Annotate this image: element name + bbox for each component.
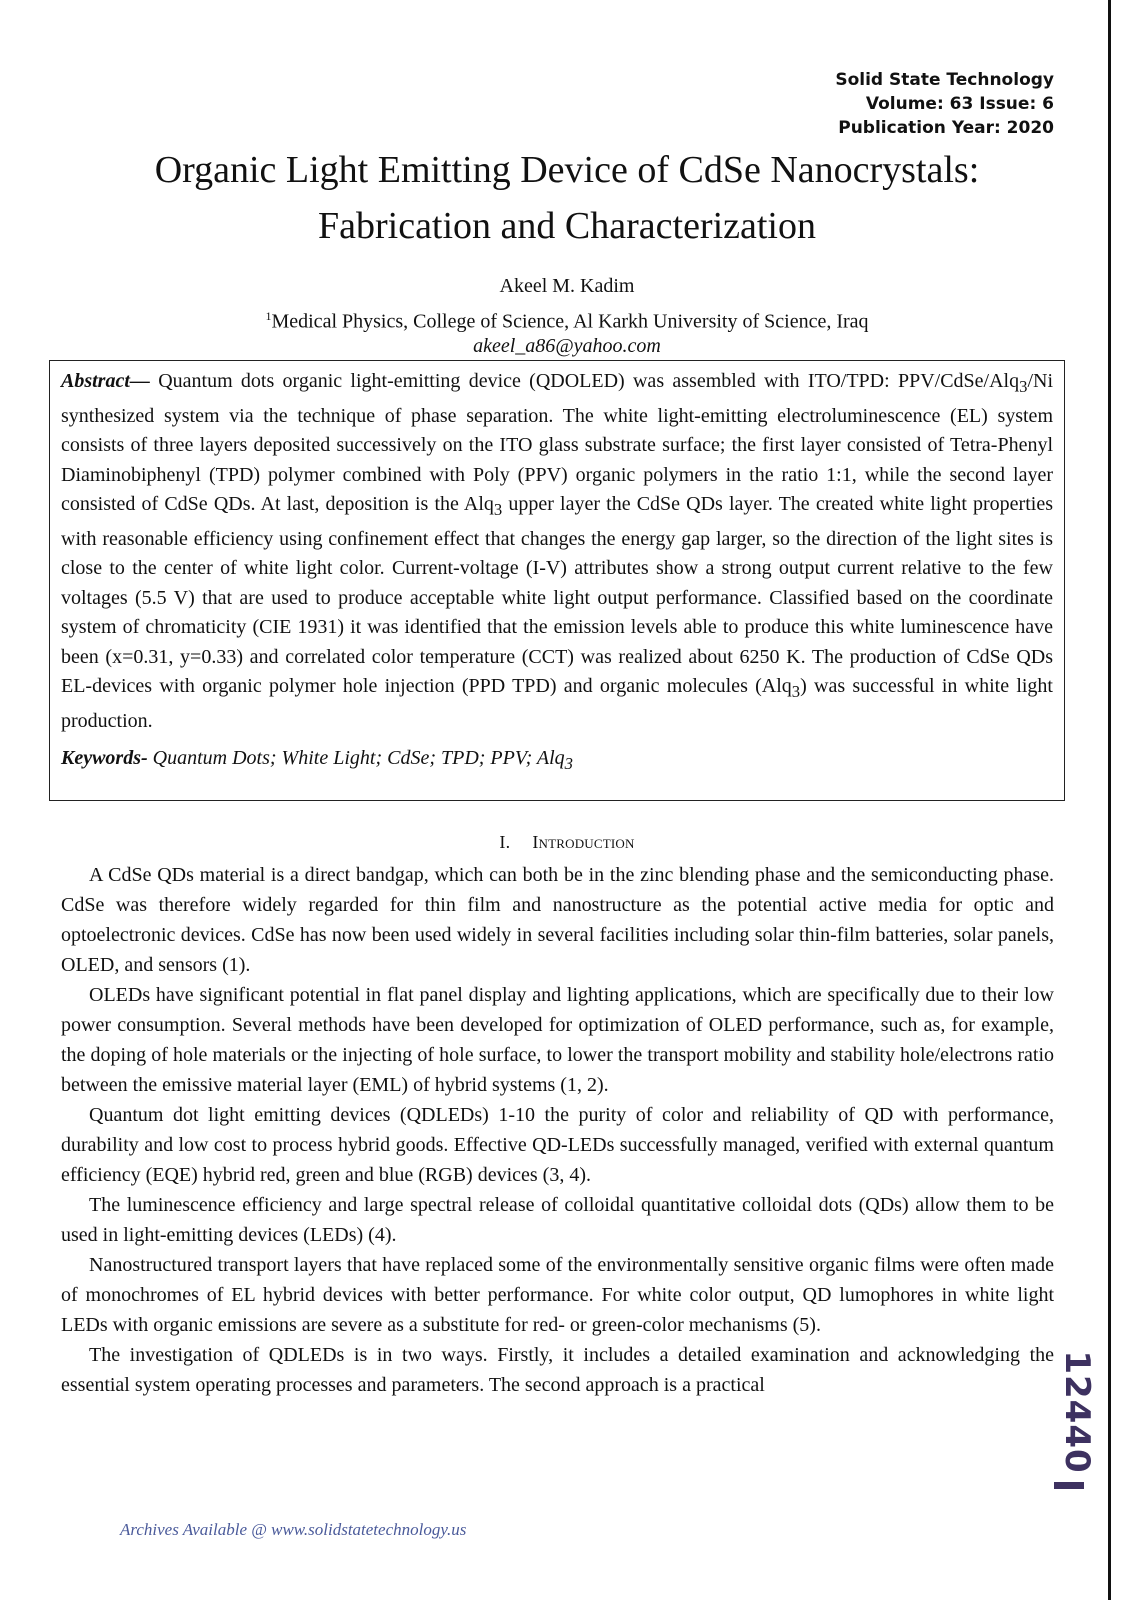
keywords-subscript: 3: [564, 754, 573, 773]
abstract-subscript-1: 3: [1019, 377, 1028, 396]
keywords-list: Quantum Dots; White Light; CdSe; TPD; PPV; Alq: [147, 747, 565, 769]
abstract-part-4: ) was successful in white light production.: [61, 675, 1053, 732]
abstract-part-3: upper layer the CdSe QDs layer. The created white light properties with reasonable efficiency using confinement effect that changes the energy gap larger, so the direction of the light sites is close to the center of white light color. Current-voltage (I-V) attributes show a strong output current relative to the few voltages (5.5 V) that are used to produce acceptable white light output performance. Classified based on the coordinate system of chromaticity (CIE 1931) it was identified that the emission levels able to produce this white luminescence have been (x=0.31, y=0.33) and correlated color temperature (CCT) was realized about 6250 K. The production of CdSe QDs EL-devices with organic polymer hole injection (PPD TPD) and organic molecules (Alq: [61, 493, 1053, 697]
author-email[interactable]: akeel_a86@yahoo.com: [473, 335, 661, 357]
paragraph: The investigation of QDLEDs is in two ways. Firstly, it includes a detailed examination and acknowledging the essential system operating processes and parameters. The second approach is a practical: [61, 1344, 1054, 1396]
journal-year: Publication Year: 2020: [838, 118, 1054, 138]
abstract-subscript-2: 3: [493, 500, 503, 519]
journal-volume: Volume: 63 Issue: 6: [865, 94, 1054, 114]
section-title: Introduction: [532, 832, 635, 852]
abstract-box: [49, 360, 1065, 801]
section-number: I.: [499, 832, 511, 852]
abstract-part-2: /Ni synthesized system via the technique of phase separation. The white light-emitting electroluminescence (EL) system consists of three layers deposited successively on the ITO glass substrate surface; the first layer consisted of Tetra-Phenyl Diaminobiphenyl (TPD) polymer combined with Poly (PPV) organic polymers in the ratio 1:1, while the second layer consisted of CdSe QDs. At last, deposition is the Alq: [61, 370, 1053, 515]
abstract-label: Abstract—: [61, 370, 150, 392]
affiliation-marker: 1: [265, 309, 272, 323]
keywords-line: [61, 744, 1053, 778]
paragraph: OLEDs have significant potential in flat panel display and lighting applications, which are specifically due to their low power consumption. Several methods have been developed for optimization of OLED performance, such as, for example, the doping of hole materials or the injecting of hole surface, to lower the transport mobility and stability hole/electrons ratio between the emissive material layer (EML) of hybrid systems (1, 2).: [61, 984, 1054, 1096]
section-heading: [0, 830, 1134, 854]
paragraph: Quantum dot light emitting devices (QDLEDs) 1-10 the purity of color and reliability of QD with performance, durability and low cost to process hybrid goods. Effective QD-LEDs successfully managed, verified with external quantum efficiency (EQE) hybrid red, green and blue (RGB) devices (3, 4).: [61, 1104, 1054, 1186]
affiliation-text: Medical Physics, College of Science, Al Karkh University of Science, Iraq: [271, 310, 869, 333]
journal-name: Solid State Technology: [835, 70, 1054, 90]
page-number-bar: [1054, 1482, 1084, 1489]
abstract-subscript-3: 3: [791, 682, 801, 701]
keywords-label: Keywords-: [61, 747, 148, 769]
paper-title: [40, 142, 1094, 254]
journal-header: [835, 68, 1054, 140]
paragraph: Nanostructured transport layers that have replaced some of the environmentally sensitive organic films were often made of monochromes of EL hybrid devices with better performance. For white color output, QD lumophores in white light LEDs with organic emissions are severe as a substitute for red- or green-color mechanisms (5).: [61, 1254, 1054, 1336]
page-edge-rule: [1108, 0, 1111, 1600]
page-number-text: 12440: [1057, 1350, 1097, 1474]
abstract-part-1: Quantum dots organic light-emitting device (QDOLED) was assembled with ITO/TPD: PPV/CdSe/Alq: [149, 370, 1020, 392]
page-number: [1056, 1352, 1098, 1472]
body-text: [61, 860, 1054, 1400]
paragraph: A CdSe QDs material is a direct bandgap, which can both be in the zinc blending phase and the semiconducting phase. CdSe was therefore widely regarded for thin film and nanostructure as the potential active media for optic and optoelectronic devices. CdSe has now been used widely in several facilities including solar thin-film batteries, solar panels, OLED, and sensors (1).: [61, 864, 1054, 976]
paragraph: The luminescence efficiency and large spectral release of colloidal quantitative colloidal dots (QDs) allow them to be used in light-emitting devices (LEDs) (4).: [61, 1194, 1054, 1246]
paper-title-line-1: Organic Light Emitting Device of CdSe Nanocrystals:: [154, 149, 980, 191]
author-name: Akeel M. Kadim: [499, 275, 635, 297]
archive-footer-link[interactable]: Archives Available @ www.solidstatetechnology.us: [120, 1520, 467, 1539]
abstract-text: [61, 367, 1053, 736]
affiliation: [0, 302, 1134, 336]
paper-title-line-2: Fabrication and Characterization: [317, 205, 816, 247]
